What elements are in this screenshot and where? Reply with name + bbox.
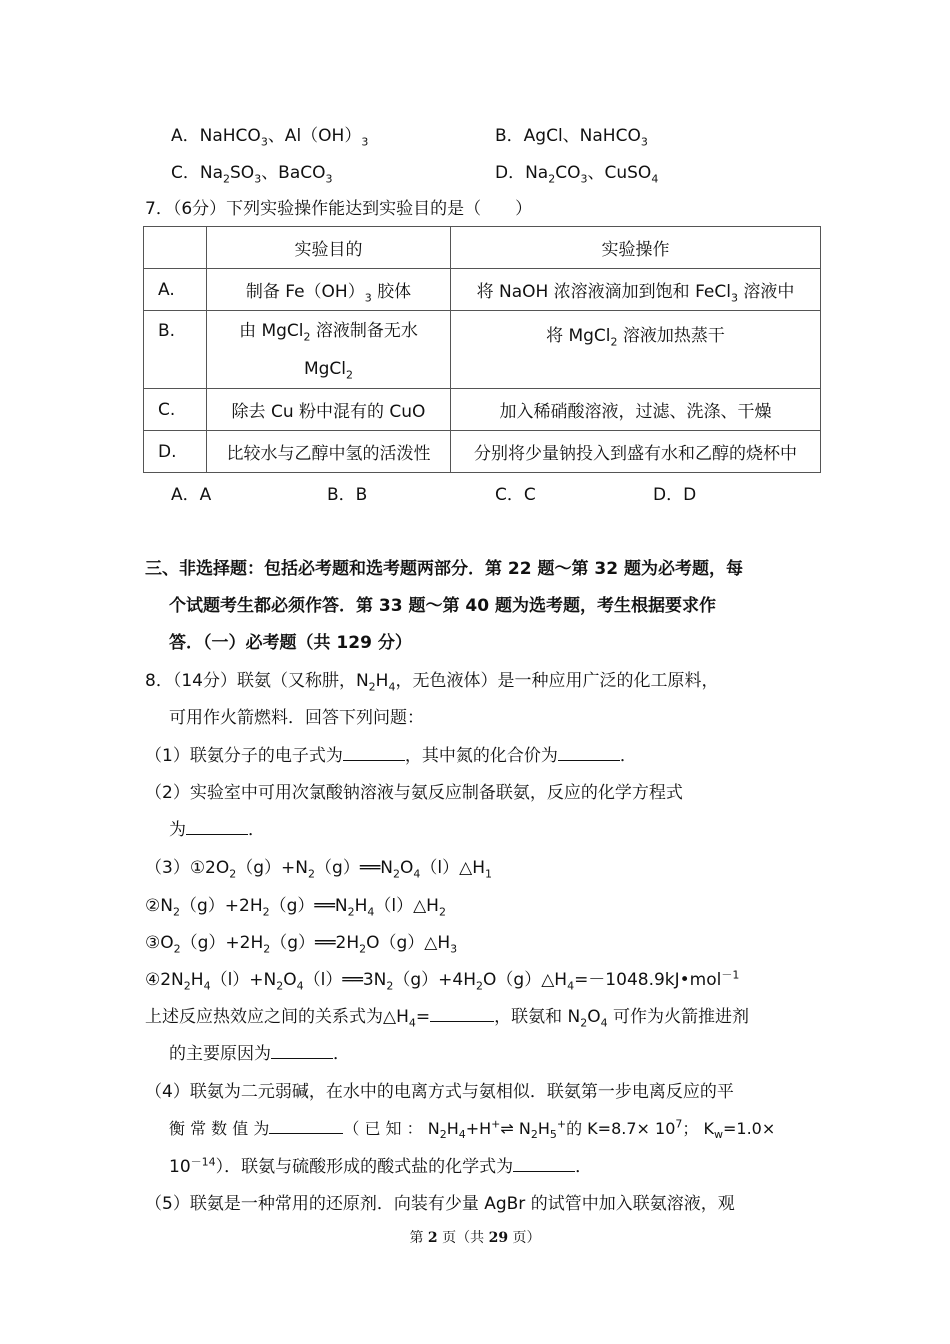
q8-reaction-1: $(3)①2O_2(g)+N_2(g)══N_2O_4(l)\triangle H_1$ [145, 858, 492, 881]
q7-choice-b: B．B [327, 485, 368, 505]
q8-part2-line2: 为 ． [169, 820, 265, 840]
experiment-table [143, 226, 821, 473]
row-purpose: 制备 $Fe(OH)_3$ 胶体 [207, 269, 451, 311]
row-operation: 将 NaOH 浓溶液滴加到饱和 FeCl$_3$ 溶液中 [451, 269, 821, 311]
q8-reaction-2: $②N_2(g)+2H_2(g)══N_2H_4(l)\triangle H_2$ [145, 896, 446, 919]
row-operation: 分别将少量钠投入到盛有水和乙醇的烧杯中 [451, 431, 821, 473]
total-pages: 29 [488, 1230, 509, 1246]
table-row [144, 389, 821, 431]
section-heading-line3: 答．（一）必考题（共 129 分） [169, 633, 412, 653]
header-operation: 实验操作 [451, 227, 821, 269]
q8-stem-line2: 可用作火箭燃料．回答下列问题： [169, 708, 424, 728]
row-operation: 将 MgCl$_2$ 溶液加热蒸干 [451, 311, 821, 389]
q8-reaction-4: $④2N_2H_4(l)+N_2O_4(l)══3N_2(g)+4H_2O(g)\triangle H_4=-1048.9kJ•mol^{-1}$ [145, 968, 740, 993]
table-row [144, 431, 821, 473]
table-header-row [144, 227, 821, 269]
q8-part3-line1: 上述反应热效应之间的关系式为$\triangle H_4=$ ，联氨和 $N_2O_4$ 可作为火箭推进剂 [145, 1007, 750, 1030]
q8-part4-line1: （4）联氨为二元弱碱，在水中的电离方式与氨相似．联氨第一步电离反应的平 [145, 1082, 734, 1102]
q8-part4-line2: 衡 常 数 值 为 （ 已 知 ： $N_2H_4+H^+\rightleftharpoons$ $N_2H_5^+$的 $K=8.7\times 10^7$； $K_w=1.0\times$ [169, 1117, 776, 1142]
q6-option-d: D．$Na_2CO_3$、CuSO$_4$ [495, 163, 659, 186]
q8-part3-line2: 的主要原因为 ． [169, 1044, 350, 1064]
table-row [144, 311, 821, 389]
row-purpose: 比较水与乙醇中氢的活泼性 [207, 431, 451, 473]
section-heading-line2: 个试题考生都必须作答．第 33 题～第 40 题为选考题，考生根据要求作 [169, 596, 716, 616]
q7-choice-d: D．D [653, 485, 697, 505]
header-purpose: 实验目的 [207, 227, 451, 269]
row-label: C. [144, 389, 207, 431]
q8-reaction-3: $③O_2(g)+2H_2(g)══2H_2O(g)\triangle H_3$ [145, 933, 458, 956]
answer-blank[interactable] [186, 819, 248, 835]
answer-blank[interactable] [558, 745, 620, 761]
answer-blank[interactable] [343, 745, 405, 761]
row-purpose: 除去 Cu 粉中混有的 CuO [207, 389, 451, 431]
q6-option-b: B．AgCl、NaHCO$_3$ [495, 126, 648, 149]
answer-blank[interactable] [269, 1118, 343, 1134]
section-heading-line1: 三、非选择题：包括必考题和选考题两部分．第 22 题～第 32 题为必考题，每 [145, 559, 743, 579]
answer-blank[interactable] [271, 1043, 333, 1059]
q7-choice-c: C．C [495, 485, 536, 505]
row-label: D. [144, 431, 207, 473]
answer-blank[interactable] [430, 1006, 494, 1022]
q8-part5-line1: （5）联氨是一种常用的还原剂．向装有少量 AgBr 的试管中加入联氨溶液，观 [145, 1194, 735, 1214]
q6-option-a: A．NaHCO$_3$、$Al(OH)_3$ [171, 126, 369, 149]
header-blank [144, 227, 207, 269]
row-operation: 加入稀硝酸溶液，过滤、洗涤、干燥 [451, 389, 821, 431]
row-label: A. [144, 269, 207, 311]
page-footer: 第 2 页（共 29 页） [409, 1230, 541, 1246]
row-purpose: 由 MgCl$_2$ 溶液制备无水 MgCl$_2$ [207, 311, 451, 389]
q6-option-c: C．$Na_2SO_3$、BaCO$_3$ [171, 163, 333, 186]
q8-part4-line3: $10^{-14}$）．联氨与硫酸形成的酸式盐的化学式为 ． [169, 1155, 593, 1177]
page-number: 2 [427, 1230, 438, 1246]
q7-choice-a: A．A [171, 485, 212, 505]
q8-stem-line1: 8．（14分）联氨（又称肼，$N_2H_4$，无色液体）是一种应用广泛的化工原料， [145, 671, 719, 694]
q8-part1: （1）联氨分子的电子式为 ，其中氮的化合价为 ． [145, 746, 637, 766]
table-row [144, 269, 821, 311]
q8-part2-line1: （2）实验室中可用次氯酸钠溶液与氨反应制备联氨，反应的化学方程式 [145, 783, 683, 803]
answer-blank[interactable] [513, 1156, 575, 1172]
row-label: B. [144, 311, 207, 389]
q7-stem: 7．（6分）下列实验操作能达到实验目的是（ ） [145, 199, 533, 219]
